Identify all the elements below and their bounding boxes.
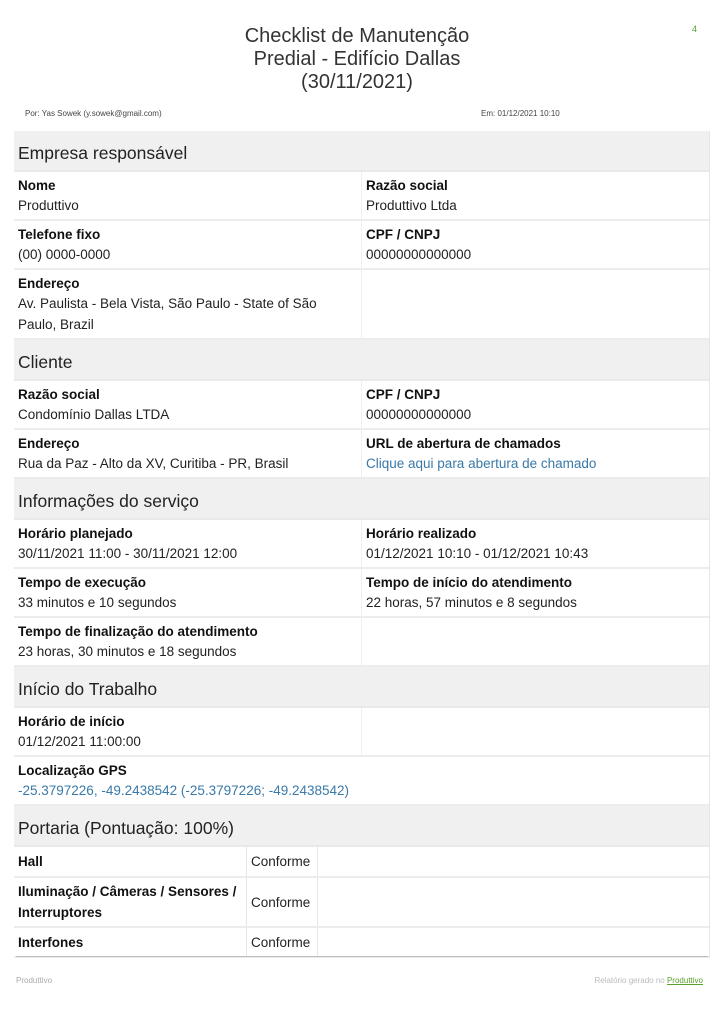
field-label: Tempo de execução — [18, 575, 147, 590]
report-title — [0, 25, 714, 94]
checklist-row — [14, 928, 709, 958]
title-line-1: Checklist de Manutenção — [244, 25, 470, 47]
footer-credit-text: Relatório gerado no — [594, 976, 667, 985]
field-label: Localização GPS — [18, 763, 127, 778]
field-value: 01/12/2021 10:10 - 01/12/2021 10:43 — [366, 546, 589, 561]
field-cpf-cnpj — [361, 221, 709, 268]
field-label: Telefone fixo — [18, 227, 101, 242]
field-label: Razão social — [18, 387, 100, 402]
field-gps — [14, 757, 709, 804]
field-endereco — [14, 270, 361, 338]
field-value: Av. Paulista - Bela Vista, São Paulo - State of São Paulo, Brazil — [18, 296, 317, 332]
field-label: Tempo de início do atendimento — [366, 575, 573, 590]
gps-location-link[interactable]: -25.3797226, -49.2438542 (-25.3797226; -49.2438542) — [18, 783, 350, 798]
title-line-2: Predial - Edifício Dallas — [253, 48, 461, 70]
field-value: Rua da Paz - Alto da XV, Curitiba - PR, Brasil — [18, 456, 289, 471]
field-horario-planejado — [14, 520, 361, 567]
field-value: Produttivo Ltda — [366, 198, 457, 213]
field-horario-inicio — [14, 708, 361, 755]
footer-divider — [16, 956, 708, 957]
report-body — [14, 131, 710, 958]
empty-cell — [361, 618, 709, 665]
checklist-item-notes — [318, 928, 709, 956]
field-value: 33 minutos e 10 segundos — [18, 595, 177, 610]
empty-cell — [361, 708, 709, 755]
field-label: Nome — [18, 178, 56, 193]
field-label: Horário de início — [18, 714, 125, 729]
table-row — [14, 569, 709, 618]
field-value: Produttivo — [18, 198, 79, 213]
field-value: 30/11/2021 11:00 - 30/11/2021 12:00 — [18, 546, 238, 561]
field-endereco — [14, 430, 361, 477]
checklist-item-label: Interfones — [18, 934, 84, 950]
section-empresa-heading: Empresa responsável — [14, 131, 709, 172]
author-line: Por: Yas Sowek (y.sowek@gmail.com) — [25, 109, 162, 118]
empty-cell — [361, 270, 709, 338]
table-row — [14, 430, 709, 479]
field-tempo-finalizacao — [14, 618, 361, 665]
table-row — [14, 381, 709, 430]
field-label: Horário planejado — [18, 526, 133, 541]
field-url-chamados — [361, 430, 709, 477]
field-value: 01/12/2021 11:00:00 — [18, 734, 141, 749]
generated-at: Em: 01/12/2021 10:10 — [481, 109, 560, 118]
table-row — [14, 757, 709, 806]
checklist-item-status: Conforme — [246, 847, 318, 876]
field-label: URL de abertura de chamados — [366, 436, 561, 451]
footer-brand: Produttivo — [16, 976, 53, 985]
field-tempo-inicio — [361, 569, 709, 616]
field-value: Condomínio Dallas LTDA — [18, 407, 170, 422]
checklist-item-notes — [318, 847, 709, 876]
field-label: CPF / CNPJ — [366, 387, 441, 402]
field-razao-social — [361, 172, 709, 219]
footer-produttivo-link[interactable]: Produttivo — [666, 976, 703, 985]
section-servico-heading: Informações do serviço — [14, 479, 709, 520]
table-row — [14, 708, 709, 757]
table-row — [14, 221, 709, 270]
checklist-row — [14, 878, 709, 928]
checklist-item-label: Hall — [18, 854, 43, 869]
field-cpf-cnpj — [361, 381, 709, 428]
field-label: Razão social — [366, 178, 448, 193]
title-line-3: (30/11/2021) — [301, 71, 413, 93]
field-horario-realizado — [361, 520, 709, 567]
field-label: Tempo de finalização do atendimento — [18, 624, 258, 639]
section-portaria-heading: Portaria (Pontuação: 100%) — [14, 806, 709, 847]
field-label: Horário realizado — [366, 526, 477, 541]
checklist-item-status: Conforme — [246, 878, 318, 926]
table-row — [14, 270, 709, 340]
field-label: CPF / CNPJ — [366, 227, 441, 242]
field-nome — [14, 172, 361, 219]
checklist-item-notes — [318, 878, 709, 926]
field-razao-social — [14, 381, 361, 428]
open-ticket-link[interactable]: Clique aqui para abertura de chamado — [366, 456, 597, 471]
field-value: (00) 0000-0000 — [18, 247, 111, 262]
page-number: 4 — [692, 24, 698, 34]
field-value: 00000000000000 — [366, 407, 472, 422]
checklist-item-label: Iluminação / Câmeras / Sensores / Interruptores — [18, 884, 237, 920]
field-value: 22 horas, 57 minutos e 8 segundos — [366, 595, 577, 610]
table-row — [14, 172, 709, 221]
field-label: Endereço — [18, 436, 80, 451]
field-label: Endereço — [18, 276, 80, 291]
field-value: 23 horas, 30 minutos e 18 segundos — [18, 644, 237, 659]
table-row — [14, 520, 709, 569]
section-cliente-heading: Cliente — [14, 340, 709, 381]
table-row — [14, 618, 709, 667]
footer-credit — [594, 976, 703, 985]
field-tempo-execucao — [14, 569, 361, 616]
field-telefone — [14, 221, 361, 268]
field-value: 00000000000000 — [366, 247, 472, 262]
checklist-item-status: Conforme — [246, 928, 318, 956]
checklist-row — [14, 847, 709, 878]
section-inicio-trabalho-heading: Início do Trabalho — [14, 667, 709, 708]
